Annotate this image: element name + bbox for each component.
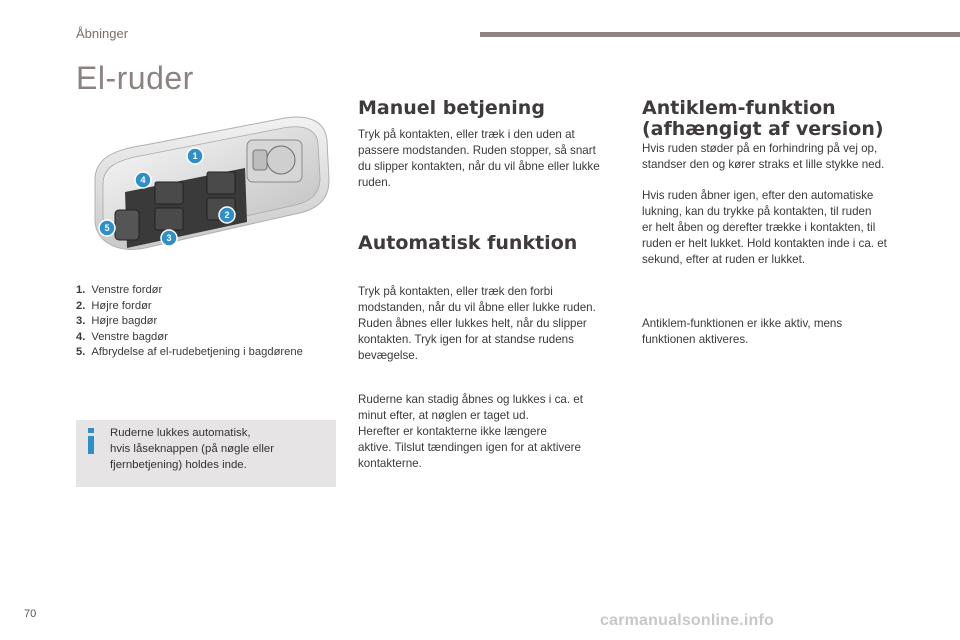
page-number: 70 [24,608,37,620]
marker-5: 5 [104,223,110,233]
legend-item: 4. Venstre bagdør [76,330,168,343]
legend-list [76,283,346,361]
info-text: Ruderne lukkes automatisk, hvis låseknappen (på nøgle eller fjernbetjening) holdes inde. [110,427,274,471]
manual-text: Tryk på kontakten, eller træk i den uden at passere modstanden. Ruden stopper, så snart du slipper kontakten, når du vil åbne eller lukke ruden. [358,128,600,189]
info-box [76,420,336,487]
watermark: carmanualsonline.info [600,612,775,629]
section-bar [480,32,960,37]
legend-item: 2. Højre fordør [76,299,152,312]
marker-1: 1 [192,151,198,161]
antiklem-heading-line1: Antiklem-funktion [642,97,836,119]
automatic-text-1: Tryk på kontakten, eller træk den forbi modstanden, når du vil åbne eller lukke ruden. Ruden åbnes eller lukkes helt, når du slipper kontakten. Tryk igen for at standse rudens bevægelse. [358,285,596,362]
marker-2: 2 [224,210,230,220]
automatic-text-2: Ruderne kan stadig åbnes og lukkes i ca. et minut efter, at nøglen er taget ud. Herefter er kontakterne ikke længere aktive. Tilslut tændingen igen for at aktivere kontakterne. [358,393,583,470]
info-icon [86,428,96,454]
manual-heading: Manuel betjening [358,97,545,119]
antiklem-text-2: Hvis ruden åbner igen, efter den automatiske lukning, kan du trykke på kontakten, til ruden er helt åben og derefter trække i kontakten, til ruden er helt lukket. Hold kontakten inde i ca. et sekund, efter at ruden er lukket. [642,189,887,266]
legend-item: 1. Venstre fordør [76,284,163,296]
antiklem-text-1: Hvis ruden støder på en forhindring på vej op, standser den og kører straks et lille stykke ned. [642,142,885,171]
marker-3: 3 [166,233,172,243]
marker-4: 4 [140,175,146,185]
page-title: El-ruder [76,60,194,96]
window-switch-illustration [85,110,335,260]
legend-item: 5. Afbrydelse af el-rudebetjening i bagdørene [76,346,303,358]
antiklem-heading-line2: (afhængigt af version) [642,118,884,140]
legend-item: 3. Højre bagdør [76,315,158,327]
section-label: Åbninger [76,26,129,41]
automatic-heading: Automatisk funktion [358,232,578,254]
antiklem-text-3: Antiklem-funktionen er ikke aktiv, mens funktionen aktiveres. [642,317,843,346]
